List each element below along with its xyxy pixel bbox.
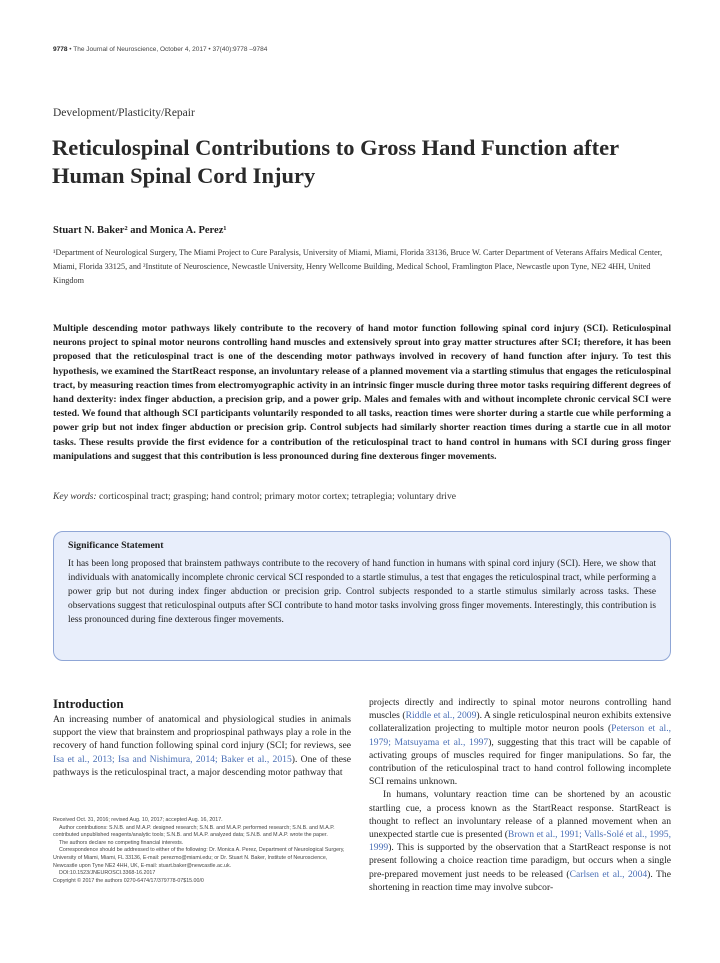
footnote-received: Received Oct. 31, 2016; revised Aug. 10, 2017; accepted Aug. 16, 2017. [53,817,223,823]
article-title [52,134,672,190]
title-line-1: Reticulospinal Contributions to Gross Hand Function after [52,135,620,160]
text-run: ). This is supported by the observation that a StartReact response is not present following a choice reaction time paradigm, but occurs when a single pre-prepared movement just needs to be released ( [369,842,671,880]
citation-link[interactable]: Peterson et al., 1979; Matsuyama et al., 1997 [369,723,671,748]
page-number: 9778 [53,46,68,53]
keywords [53,491,456,502]
footnote-copyright: Copyright © 2017 the authors 0270-6474/17/379778-07$15.00/0 [53,877,204,884]
running-head [53,46,267,53]
intro-column-2 [369,696,671,894]
text-run: ), suggesting that this tract will be capable of activating groups of muscles required for finger manipulations. So far, the contribution of the reticulospinal tract to hand control following incomplete SCI remains unknown. [369,736,671,788]
footnote-correspondence: Correspondence should be addressed to either of the following: Dr. Monica A. Perez, Department of Neurological Surgery, University of Miami, Miami, FL 33136, E-mail: perezmo@miami.edu; or Dr. Stuart N. Baker, Institute of Neuroscience, Newcastle upon Tyne NE2 4HH, UK, E-mail: stuart.baker@newcastle.ac.uk. [53,847,345,869]
intro-paragraph-2 [369,696,671,788]
text-run: ). The shortening in reaction time may involve subcor- [369,868,671,893]
section-tag: Development/Plasticity/Repair [53,107,195,119]
keywords-list: corticospinal tract; grasping; hand control; primary motor cortex; tetraplegia; voluntary drive [96,491,457,502]
text-run: ). One of these pathways is the reticulospinal tract, a major descending motor pathway that [53,753,351,778]
title-line-2: Human Spinal Cord Injury [52,163,316,188]
text-run: An increasing number of anatomical and physiological studies in animals support the view that brainstem and propriospinal pathways play a role in the recovery of hand function following spinal cord injury (SCI; for reviews, see [53,714,351,752]
intro-column-1 [53,713,351,779]
text-run: In humans, voluntary reaction time can be shortened by an acoustic startling cue, a process known as the StartReact response. StartReact is thought to reflect an involuntary release of a planned movement when an unexpected startle cue is presented ( [369,789,671,841]
text-run: projects directly and indirectly to spinal motor neurons controlling hand muscles ( [369,697,671,722]
footnote-contributions: Author contributions: S.N.B. and M.A.P. designed research; S.N.B. and M.A.P. performed research; S.N.B. and M.A.P. contributed unpublished reagents/analytic tools; S.N.B. and M.A.P. analyzed data; S.N.B. and M.A.P. wrote the paper. [53,824,335,839]
intro-paragraph-1 [53,713,351,779]
significance-text: It has been long proposed that brainstem pathways contribute to the recovery of hand function in humans with spinal cord injury (SCI). Here, we show that individuals with anatomically incomplete chronic cervical SCI responded to a startle stimulus, a test that engages the reticulospinal tract, while performing a power grip but not during index finger abduction or precision grip. Control subjects responded to a startle stimulus similarly across tasks. These observations suggest that reticulospinal outputs after SCI contribute to hand motor tasks involving gross finger movements. Interestingly, this contribution is less pronounced during fine dexterous finger movements. [68,559,656,626]
citation-link[interactable]: Carlsen et al., 2004 [569,868,648,880]
text-run: ). A single reticulospinal neuron exhibits extensive collateralization projecting to multiple motor neuron pools ( [369,710,671,735]
citation-link[interactable]: Brown et al., 1991; Valls-Solé et al., 1995, 1999 [369,829,671,854]
footnote-doi: DOI:10.1523/JNEUROSCI.3368-16.2017 [59,870,156,877]
abstract: Multiple descending motor pathways likely contribute to the recovery of hand motor function following spinal cord injury (SCI). Reticulospinal neurons project to spinal motor neurons controlling hand muscles and extensively sprout into gray matter structures after SCI; therefore, it has been proposed that the reticulospinal tract is one of the descending motor pathways involved in recovery of hand function after injury. To test this hypothesis, we examined the StartReact response, an involuntary release of a planned movement via a startling stimulus that engages the reticulospinal tract, by measuring reaction times from electromyographic activity in an intrinsic finger muscle during three motor tasks requiring different degrees of hand dexterity: index finger abduction, a precision grip, and a power grip. Males and females with and without incomplete chronic cervical SCI were tested. We found that although SCI participants voluntarily responded to all tasks, reaction times were shorter during a startle cue while performing a power grip but not index finger abduction or precision grip. Control subjects had similarly shorter reaction times during a startle cue in all motor tasks. These results provide the first evidence for a contribution of the reticulospinal tract to hand control in humans with SCI during gross finger manipulations and suggest that this contribution is less pronounced during fine dexterous finger movements. [53,323,671,462]
intro-paragraph-3 [369,788,671,894]
footnote-conflict: The authors declare no competing financial interests. [59,839,184,846]
significance-heading: Significance Statement [68,540,164,551]
keywords-label: Key words: [53,491,97,502]
citation-link[interactable]: Isa et al., 2013; Isa and Nishimura, 2014; Baker et al., 2015 [53,753,292,765]
journal-citation: • The Journal of Neuroscience, October 4, 2017 • 37(40):9778 –9784 [67,46,268,53]
footnotes [53,817,351,885]
significance-statement-box [53,531,671,661]
affiliations: ¹Department of Neurological Surgery, The Miami Project to Cure Paralysis, University of Miami, Miami, Florida 33136, Bruce W. Carter Department of Veterans Affairs Medical Center, Miami, Florida 33125, and ²Institute of Neuroscience, Newcastle University, Henry Wellcome Building, Medical School, Framlington Place, Newcastle upon Tyne, NE2 4HH, United Kingdom [53,248,663,285]
citation-link[interactable]: Riddle et al., 2009 [405,710,477,722]
author-list: Stuart N. Baker² and Monica A. Perez¹ [53,225,227,236]
introduction-heading: Introduction [53,696,124,711]
